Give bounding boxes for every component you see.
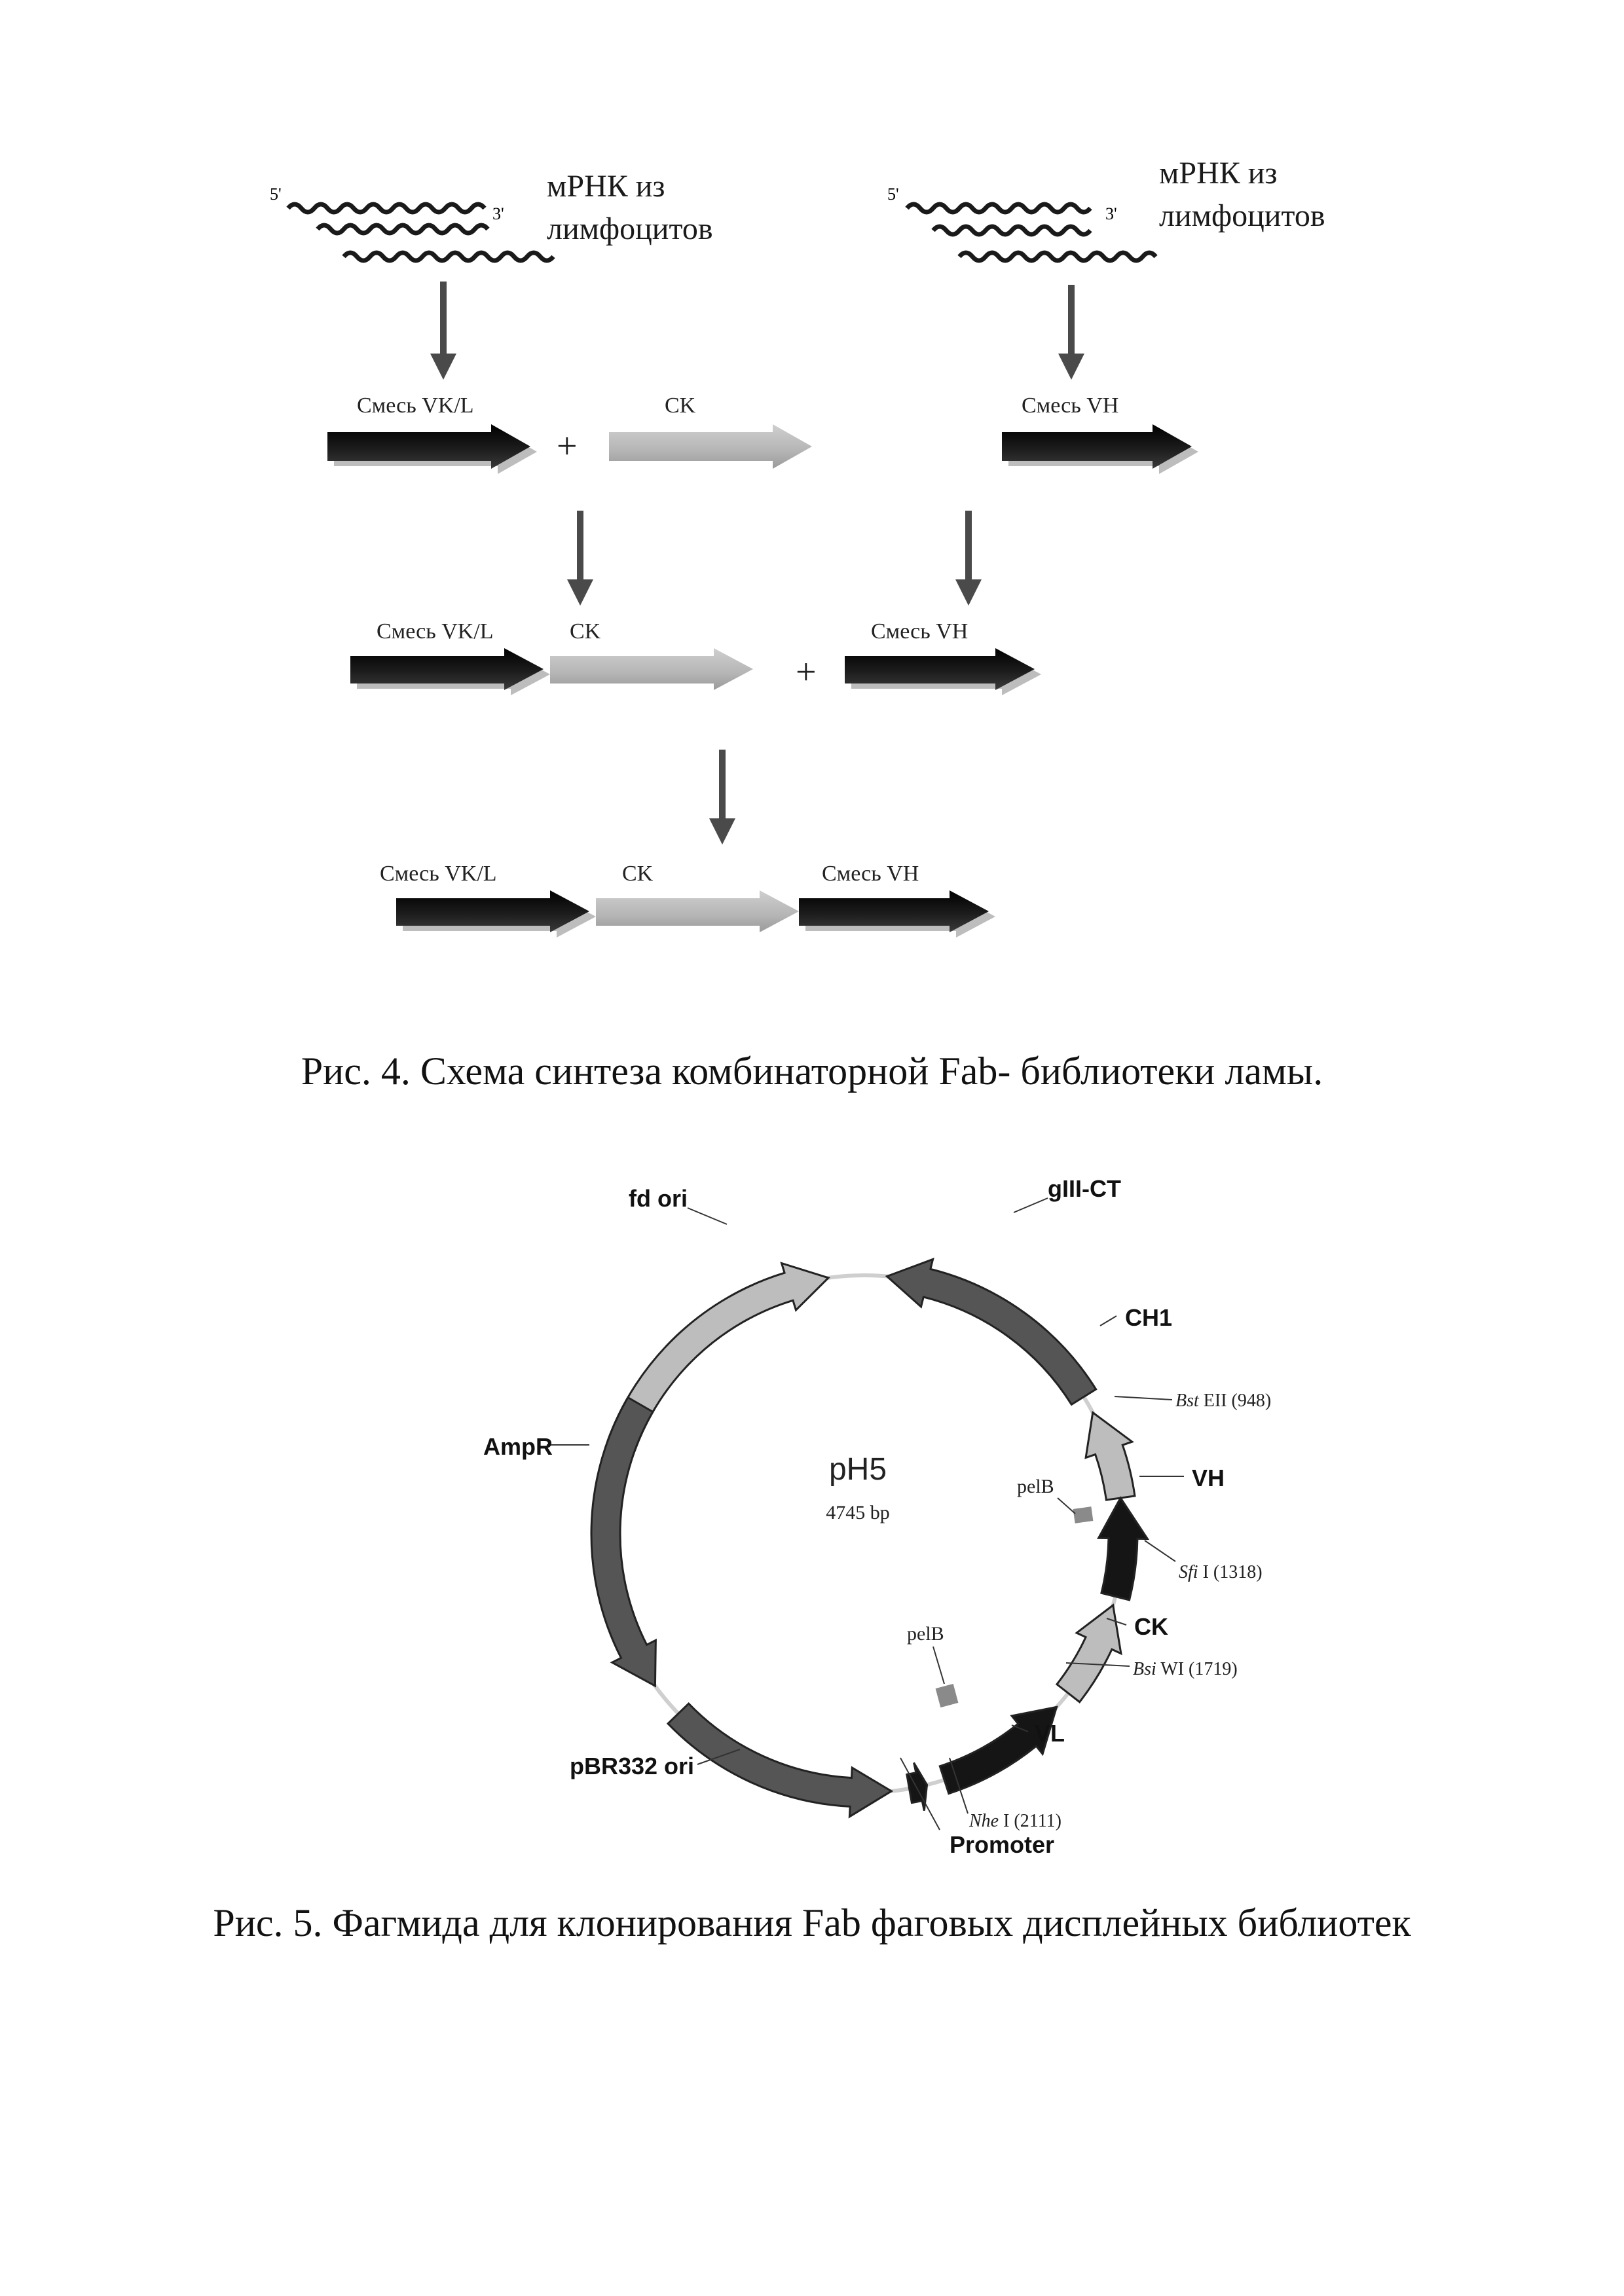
label-ch1: CH1 (1125, 1304, 1172, 1331)
pelb-box-bottom (936, 1684, 959, 1707)
mrna-left-3prime: 3' (492, 204, 504, 223)
label-fd-ori: fd ori (629, 1185, 688, 1212)
mrna-left-5prime: 5' (270, 185, 282, 204)
plasmid-name: pH5 (829, 1452, 887, 1487)
mrna-wave-left-1 (288, 204, 485, 212)
mrna-wave-right-3 (959, 253, 1156, 261)
leader-bsteii (1115, 1396, 1172, 1400)
label-vl: VL (1035, 1720, 1065, 1747)
row1-vkl-label: Смесь VK/L (357, 393, 474, 418)
label-promoter: Promoter (950, 1831, 1054, 1858)
down-arrow-row2 (709, 750, 735, 845)
mrna-strands-left (270, 185, 553, 261)
mrna-strands-right (887, 185, 1156, 261)
label-pelb-top: pelB (1017, 1476, 1054, 1497)
label-vh: VH (1192, 1465, 1225, 1491)
arc-ampr (591, 1398, 655, 1686)
label-ampr: AmpR (483, 1433, 553, 1460)
arc-vh (1099, 1498, 1148, 1600)
row3-vkl-label: Смесь VK/L (380, 862, 497, 886)
down-arrow-row1-left (567, 511, 593, 606)
down-arrow-row1-right (955, 511, 982, 606)
mrna-left-label-line2: лимфоцитов (547, 211, 713, 246)
site-bsiwi: Bsi WI (1719) (1133, 1659, 1238, 1679)
leader-pelb-bottom (933, 1647, 944, 1684)
leader-ch1 (1100, 1316, 1116, 1326)
row2-vkl-label: Смесь VK/L (377, 619, 494, 644)
page (0, 0, 1624, 2296)
site-nhei: Nhe I (2111) (969, 1811, 1061, 1831)
label-pbr332-ori: pBR332 ori (570, 1753, 694, 1779)
row2-ck-label: CK (570, 619, 601, 644)
row1-ck-label: CK (665, 393, 696, 418)
down-arrow-mrna-right (1058, 285, 1084, 380)
row3-ck-arrow (596, 890, 799, 932)
row1-plus: + (557, 426, 578, 467)
leader-sfii (1145, 1540, 1175, 1561)
site-sfii: Sfi I (1318) (1179, 1562, 1263, 1582)
leader-pelb-top (1058, 1498, 1075, 1514)
row3-ck-label: CK (622, 862, 654, 886)
site-bsteii: Bst EII (948) (1175, 1391, 1271, 1411)
figure-4-scheme (0, 0, 1624, 1021)
row1-ck-arrow (609, 424, 812, 469)
row1-vh-label: Смесь VH (1022, 393, 1118, 418)
leader-giii-ct (1014, 1198, 1048, 1212)
mrna-right-3prime: 3' (1105, 204, 1117, 223)
mrna-left-label-line1: мРНК из (547, 169, 665, 204)
row2-ck-arrow (550, 648, 753, 690)
row3-vh-label: Смесь VH (822, 862, 919, 886)
arc-pbr332-ori (668, 1704, 891, 1817)
row2-vh-label: Смесь VH (871, 619, 968, 644)
mrna-wave-right-2 (933, 227, 1090, 234)
figure-5-caption: Рис. 5. Фагмида для клонирования Fab фаговых дисплейных библиотек (0, 1901, 1624, 1946)
plasmid-size: 4745 bp (826, 1502, 890, 1523)
pelb-box-top (1073, 1506, 1094, 1523)
mrna-wave-left-2 (318, 225, 488, 233)
arc-ch1 (1086, 1413, 1135, 1501)
label-pelb-bottom: pelB (907, 1623, 944, 1645)
mrna-right-label-line1: мРНК из (1159, 156, 1277, 191)
mrna-wave-right-1 (907, 204, 1090, 212)
down-arrow-mrna-left (430, 282, 456, 380)
leader-promoter (900, 1758, 940, 1830)
mrna-right-5prime: 5' (887, 185, 899, 204)
mrna-right-label-line2: лимфоцитов (1159, 198, 1325, 233)
row2-plus: + (796, 652, 817, 693)
arc-giii-ct (887, 1259, 1096, 1404)
label-giii-ct: gIII-CT (1048, 1175, 1121, 1202)
leader-fd-ori (688, 1208, 727, 1224)
label-ck: CK (1134, 1613, 1168, 1640)
mrna-wave-left-3 (344, 253, 553, 261)
figure-4-caption: Рис. 4. Схема синтеза комбинаторной Fab- библиотеки ламы. (0, 1049, 1624, 1094)
